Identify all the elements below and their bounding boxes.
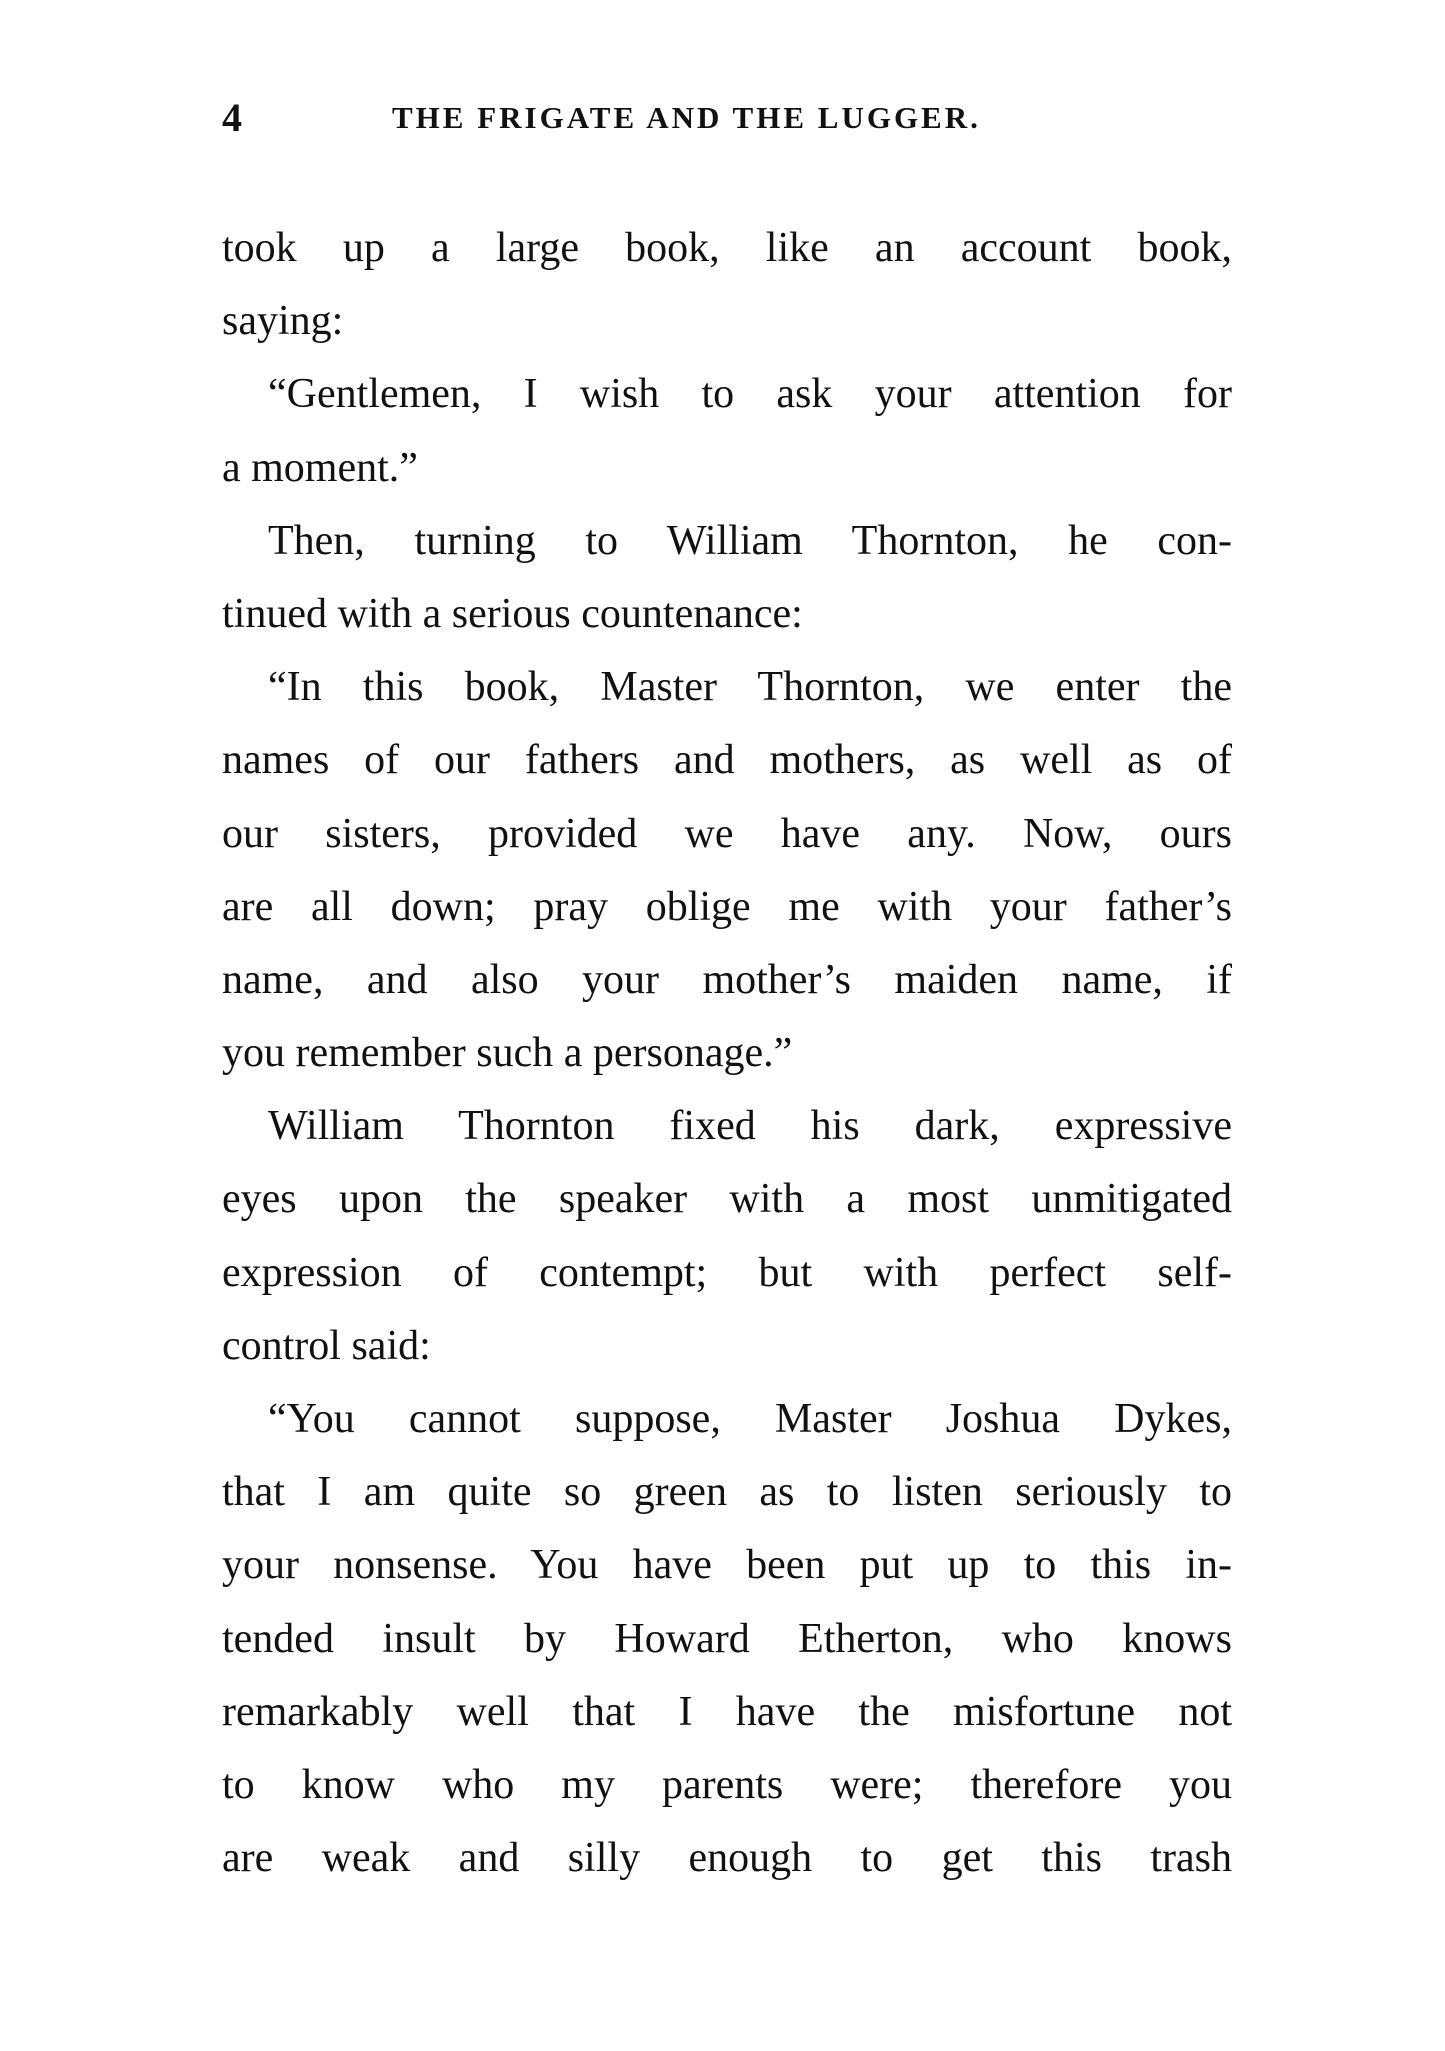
- text-line: are all down; pray oblige me with your father’s: [222, 883, 1232, 930]
- text-line: name, and also your mother’s maiden name, if: [222, 956, 1232, 1003]
- text-line: tinued with a serious countenance:: [222, 590, 803, 637]
- text-line: your nonsense. You have been put up to this in-: [222, 1542, 1232, 1589]
- body-text: [222, 212, 1232, 1895]
- text-line: saying:: [222, 298, 344, 345]
- text-line: “Gentlemen, I wish to ask your attention for: [268, 371, 1232, 418]
- text-line: Then, turning to William Thornton, he con-: [268, 517, 1232, 564]
- text-line: control said:: [222, 1322, 431, 1369]
- text-line: you remember such a personage.”: [222, 1030, 793, 1077]
- text-line: William Thornton fixed his dark, expressive: [268, 1103, 1232, 1150]
- text-line: tended insult by Howard Etherton, who knows: [222, 1615, 1232, 1662]
- text-line: “You cannot suppose, Master Joshua Dykes,: [268, 1396, 1232, 1442]
- text-line: to know who my parents were; therefore you: [222, 1761, 1232, 1808]
- page-number: 4: [222, 95, 242, 140]
- text-line: remarkably well that I have the misfortune not: [222, 1688, 1232, 1735]
- text-line: took up a large book, like an account book,: [222, 225, 1232, 271]
- text-line: are weak and silly enough to get this trash: [222, 1835, 1232, 1882]
- running-title: THE FRIGATE AND THE LUGGER.: [392, 100, 981, 135]
- text-line: a moment.”: [222, 444, 418, 491]
- text-line: expression of contempt; but with perfect self-: [222, 1249, 1232, 1296]
- running-head: [222, 88, 1232, 148]
- text-line: “In this book, Master Thornton, we enter the: [268, 664, 1232, 711]
- text-line: eyes upon the speaker with a most unmitigated: [222, 1176, 1232, 1223]
- text-line: that I am quite so green as to listen seriously to: [222, 1469, 1232, 1516]
- text-line: our sisters, provided we have any. Now, ours: [222, 810, 1232, 857]
- text-line: names of our fathers and mothers, as well as of: [222, 737, 1232, 784]
